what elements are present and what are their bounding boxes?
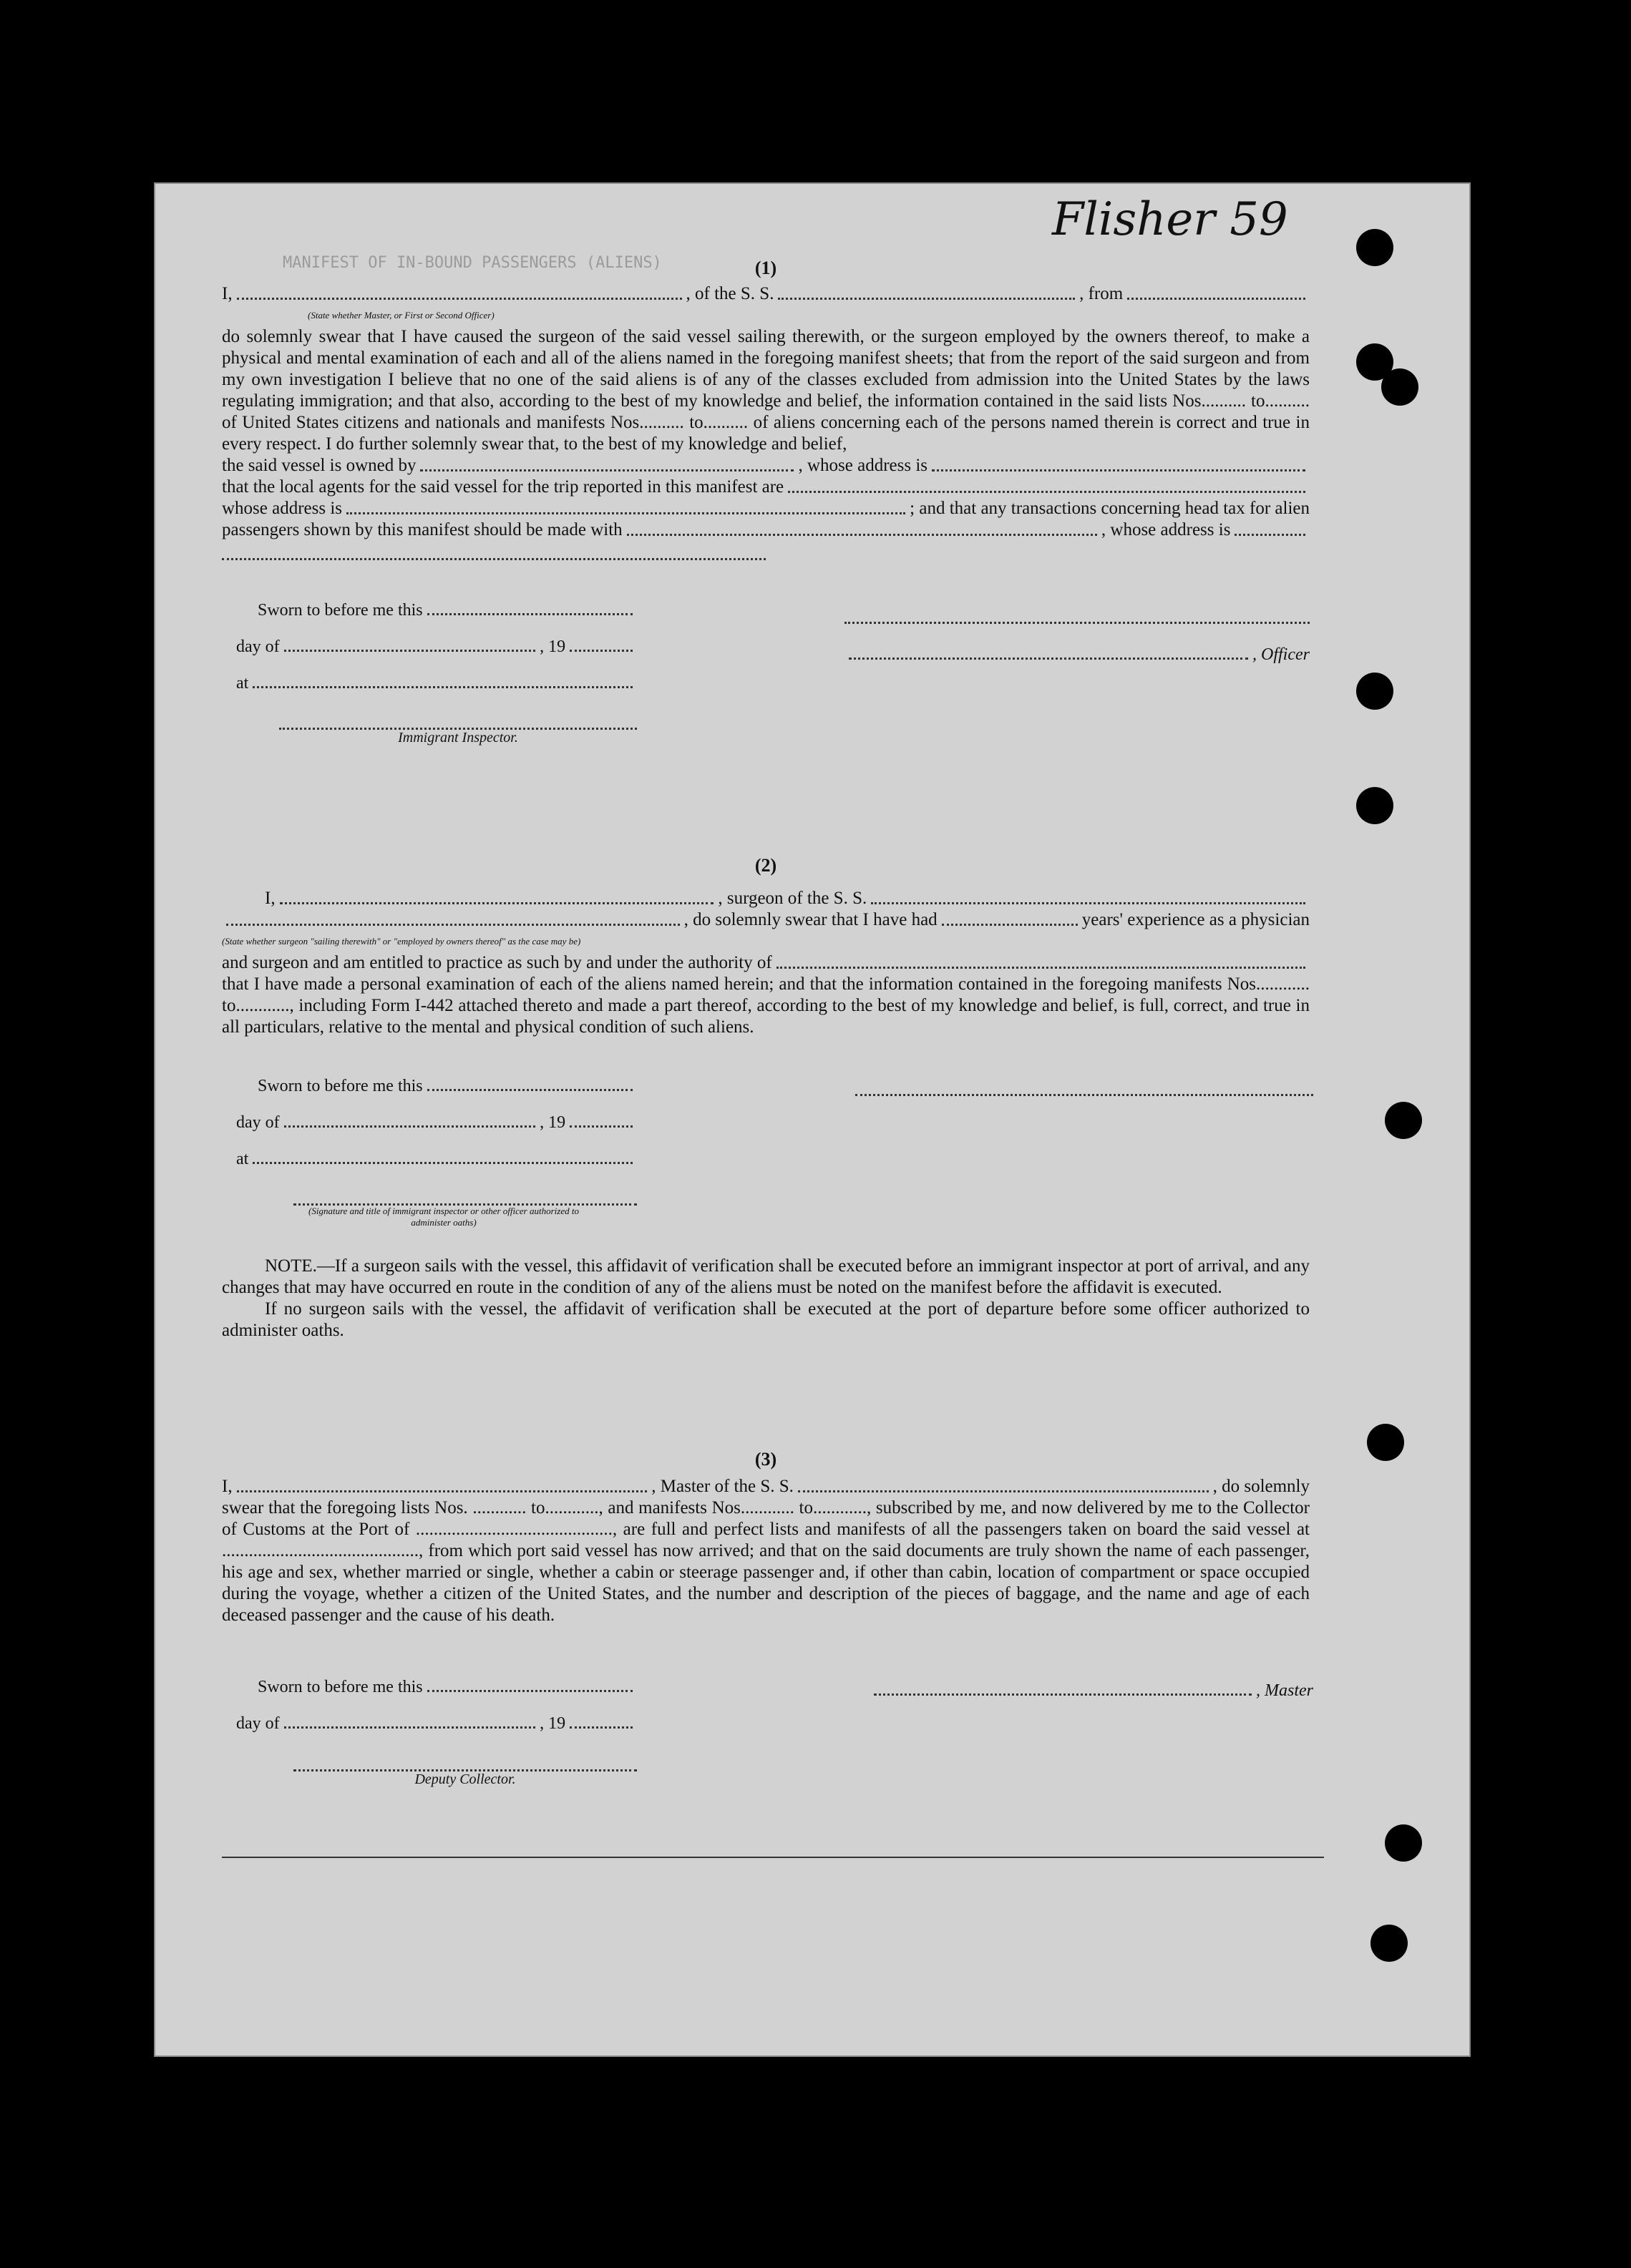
sworn-date-field[interactable]	[427, 613, 633, 615]
bleed-through-text: MANIFEST OF IN-BOUND PASSENGERS (ALIENS)	[283, 254, 662, 272]
caption-master: (State whether Master, or First or Second Officer)	[308, 310, 495, 321]
passengers-label: passengers shown by this manifest should be made with	[222, 520, 623, 539]
sworn-date-field[interactable]	[427, 1690, 633, 1692]
master-signature-block	[870, 1681, 1313, 1701]
master-signature-field[interactable]	[874, 1693, 1252, 1696]
at-label: at	[236, 1150, 249, 1168]
transactions-label: ; and that any transactions concerning head tax for alien	[910, 499, 1310, 518]
officer-signature-field[interactable]	[849, 658, 1248, 660]
sworn-block-2	[236, 1077, 637, 1228]
section-1	[222, 258, 1310, 560]
collector-signature-field[interactable]	[293, 1752, 637, 1771]
officer-signature-block	[844, 605, 1310, 665]
from-port-field[interactable]	[1127, 298, 1305, 300]
authority-field[interactable]	[776, 967, 1305, 969]
handwritten-note: Flisher 59	[1052, 193, 1288, 246]
surgeon-type-field[interactable]	[226, 924, 680, 926]
inspector-caption: (Signature and title of immigrant inspector or other officer authorized to administer oaths)	[308, 1206, 579, 1228]
label-ss: , of the S. S.	[686, 284, 774, 303]
punch-hole	[1367, 1424, 1404, 1461]
section-3	[222, 1449, 1310, 1626]
officer-name-field[interactable]	[844, 605, 1310, 624]
label-i: I,	[222, 1477, 233, 1496]
sworn-label: Sworn to before me this	[258, 1678, 423, 1696]
punch-hole	[1356, 229, 1393, 266]
sworn-label: Sworn to before me this	[258, 1077, 423, 1095]
section-number: (1)	[754, 258, 777, 278]
section-number: (2)	[754, 855, 777, 876]
surgeon-name-field[interactable]	[280, 902, 714, 904]
inspector-signature-field[interactable]	[279, 710, 637, 730]
address-label: , whose address is	[798, 456, 928, 475]
day-field[interactable]	[284, 1726, 535, 1729]
surgeon-label: , surgeon of the S. S.	[718, 889, 867, 908]
ship-name-field[interactable]	[778, 298, 1075, 300]
ship-name-field[interactable]	[871, 902, 1305, 904]
oath-body: do solemnly swear that I have caused the surgeon of the said vessel sailing therewith, or the surgeon employed by the owners thereof, to make a physical and mental examination of each and all of the aliens named in the foregoing manifest sheets; that from the report of the said surgeon and from my own investigation I believe that no one of the said aliens is of any of the classes excluded from admission into the United States by the laws regulating immigration; and that also, according to the best of my knowledge and belief, the information contained in the said lists Nos.......... to.......... of United States citizens and nationals and manifests Nos.......... to.......... of aliens concerning each of the persons named therein is correct and true in every respect. I do further solemnly swear that, to the best of my knowledge and belief,	[222, 327, 1310, 454]
caption-surgeon: (State whether surgeon "sailing therewith" or "employed by owners thereof" as the case may be)	[222, 936, 581, 947]
punch-hole	[1381, 368, 1418, 406]
master-label: , Master	[1256, 1681, 1313, 1700]
surgeon-signature-field[interactable]	[855, 1077, 1313, 1096]
address-label: , whose address is	[1101, 520, 1231, 539]
surgeon-oath-body: that I have made a personal examination of each of the aliens named herein; and that the information contained in the foregoing manifests Nos............ to............, including Form I-442 attached thereto and made a part thereof, according to the best of my knowledge and belief, is full, correct, and true in all particulars, relative to the mental and physical condition of such aliens.	[222, 974, 1310, 1037]
year-field[interactable]	[570, 1726, 633, 1729]
headtax-address-field[interactable]	[1235, 534, 1305, 536]
solemnly-label: , do solemnly	[1212, 1477, 1310, 1496]
label-i: I,	[265, 889, 276, 908]
punch-hole	[1356, 673, 1393, 710]
address-label: whose address is	[222, 499, 343, 518]
sworn-date-field[interactable]	[427, 1089, 633, 1091]
owner-address-field[interactable]	[932, 469, 1305, 471]
bottom-rule	[222, 1857, 1324, 1858]
punch-hole	[1385, 1102, 1422, 1139]
inspector-caption: Immigrant Inspector.	[398, 730, 518, 746]
punch-hole	[1385, 1824, 1422, 1862]
place-field[interactable]	[253, 686, 633, 688]
year-label: , 19	[540, 1113, 566, 1132]
headtax-field[interactable]	[627, 534, 1097, 536]
deputy-caption: Deputy Collector.	[414, 1771, 516, 1787]
master-oath-body: swear that the foregoing lists Nos. ............ to............, and manifests Nos............ to............, subscribed by me, and now delivered by me to the Collector of Customs at the Port of ............................................, are full and perfect lists and manifests of all the passengers taken on board the said vessel at ............................................, from which port said vessel has now arrived; and that on the said documents are truly shown the name of each passenger, his age and sex, whether married or single, whether a cabin or steerage passenger and, if other than cabin, location of compartment or space occupied during the voyage, whether a citizen of the United States, and the number and description of the pieces of baggage, and the name and age of each deceased passenger and the cause of his death.	[222, 1498, 1310, 1625]
sworn-block-3	[236, 1678, 637, 1788]
sworn-block-1	[236, 601, 637, 746]
day-field[interactable]	[284, 1125, 535, 1128]
surgeon-signature-block	[855, 1077, 1313, 1096]
officer-label: , Officer	[1252, 645, 1310, 664]
owner-field[interactable]	[420, 469, 794, 471]
section-number: (3)	[754, 1449, 777, 1470]
place-field[interactable]	[253, 1162, 633, 1164]
label-i: I,	[222, 284, 233, 303]
sworn-label: Sworn to before me this	[258, 601, 423, 620]
day-field[interactable]	[284, 650, 535, 652]
master-name-field[interactable]	[237, 1490, 648, 1492]
agents-label: that the local agents for the said vessel for the trip reported in this manifest are	[222, 477, 784, 497]
punch-hole	[1356, 787, 1393, 824]
inspector-signature-field[interactable]	[293, 1186, 637, 1206]
authority-label: and surgeon and am entitled to practice as such by and under the authority of	[222, 953, 772, 972]
agents-field[interactable]	[788, 491, 1305, 493]
agents-address-field[interactable]	[346, 512, 905, 514]
punch-hole	[1370, 1925, 1408, 1962]
years-label: years' experience as a physician	[1081, 910, 1310, 929]
note-paragraph-1: NOTE.—If a surgeon sails with the vessel, this affidavit of verification shall be executed before an immigrant inspector at port of arrival, and any changes that may have occurred en route in the condition of any of the aliens must be noted on the manifest before the affidavit is executed.	[222, 1256, 1310, 1297]
section-2	[222, 855, 1310, 1038]
owned-label: the said vessel is owned by	[222, 456, 417, 475]
year-label: , 19	[540, 1714, 566, 1733]
day-label: day of	[236, 1113, 280, 1132]
address-continuation-field[interactable]	[222, 541, 766, 560]
swear-label: , do solemnly swear that I have had	[683, 910, 938, 929]
day-label: day of	[236, 637, 280, 656]
year-label: , 19	[540, 637, 566, 656]
years-field[interactable]	[942, 924, 1078, 926]
ship-name-field[interactable]	[798, 1490, 1209, 1492]
year-field[interactable]	[570, 650, 633, 652]
master-name-field[interactable]	[237, 298, 682, 300]
at-label: at	[236, 674, 249, 693]
note-block	[222, 1256, 1310, 1341]
year-field[interactable]	[570, 1125, 633, 1128]
day-label: day of	[236, 1714, 280, 1733]
label-from: , from	[1079, 284, 1124, 303]
note-paragraph-2: If no surgeon sails with the vessel, the affidavit of verification shall be executed at the port of departure before some officer authorized to administer oaths.	[222, 1299, 1310, 1340]
form-page	[154, 182, 1471, 2057]
master-label: , Master of the S. S.	[651, 1477, 794, 1496]
